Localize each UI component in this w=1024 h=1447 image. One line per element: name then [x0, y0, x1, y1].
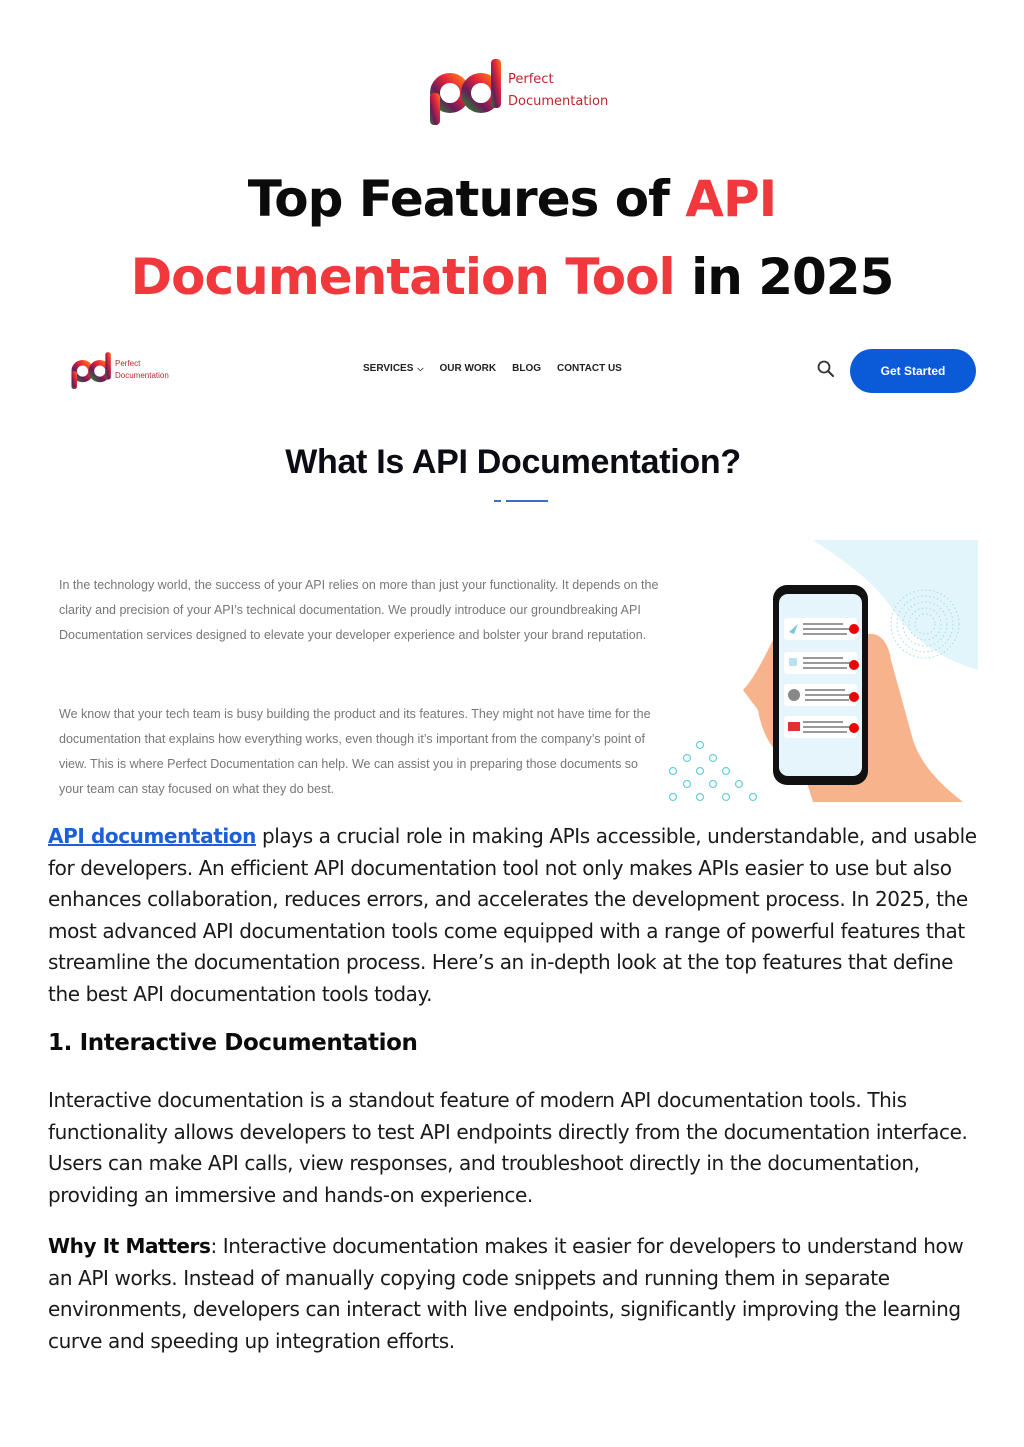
site-navbar	[48, 335, 978, 405]
title-highlight-tool: Documentation Tool	[130, 248, 675, 306]
site-logo-line2: Documentation	[115, 371, 169, 380]
nav-item-our-work[interactable]: OUR WORK	[439, 363, 497, 374]
why-it-matters-text: : Interactive documentation makes it easier for developers to understand how an API works. Instead of manually copying code snippets and running them in separate environments, developers can interact with live endpoints, significantly improving the learning curve and speeding up integration efforts.	[48, 1234, 964, 1353]
website-screenshot	[48, 335, 978, 803]
site-logo[interactable]	[70, 350, 169, 390]
title-part-4: in 2025	[674, 248, 894, 306]
pd-logo-icon	[428, 55, 506, 127]
nav-item-blog[interactable]: BLOG	[512, 363, 542, 374]
intro-paragraph-2: We know that your tech team is busy building the product and its features. They might not have time for the documentation that explains how everything works, even though it’s important from the company’s point of view. This is where Perfect Documentation can help. We can assist you in preparing those documents so your team can stay focused on what they do best.	[59, 707, 651, 796]
feature-number: 1.	[48, 1030, 80, 1056]
brand-logo	[428, 55, 618, 127]
nav-item-label: SERVICES	[363, 363, 414, 374]
feature-title: Interactive Documentation	[79, 1030, 418, 1056]
brand-name-line1: Perfect	[508, 72, 554, 87]
phone-notification-illustration	[663, 540, 978, 802]
search-icon[interactable]	[816, 359, 836, 379]
title-highlight-api: API	[685, 170, 777, 228]
document-title	[0, 160, 1024, 316]
intro-paragraph-1: In the technology world, the success of your API relies on more than just your functionality. It depends on the clarity and precision of your API’s technical documentation. We proudly introduce our groundbreaking API Documentation services designed to elevate your developer experience and bolster your brand reputation.	[59, 578, 659, 642]
why-it-matters-label: Why It Matters	[48, 1234, 211, 1258]
get-started-button[interactable]: Get Started	[850, 349, 976, 393]
intro-text: plays a crucial role in making APIs accessible, understandable, and usable for developers. An efficient API documentation tool not only makes APIs easier to use but also enhances collaboration, reduces errors, and accelerates the development process. In 2025, the most advanced API documentation tools come equipped with a range of powerful features that streamline the documentation process. Here’s an in-depth look at the top features that define the best API documentation tools today.	[48, 824, 977, 1006]
feature-heading	[48, 1030, 417, 1056]
intro-paragraph	[48, 821, 983, 1010]
section-heading: What Is API Documentation?	[285, 443, 741, 481]
nav-menu	[363, 363, 622, 374]
api-documentation-link[interactable]: API documentation	[48, 824, 256, 848]
chevron-down-icon: ⌵	[417, 363, 424, 373]
heading-underline	[506, 500, 548, 502]
feature-body: Interactive documentation is a standout feature of modern API documentation tools. This functionality allows developers to test API endpoints directly from the documentation interface. Users can make API calls, view responses, and troubleshoot directly in the documentation, providing an immersive and hands-on experience.	[48, 1088, 968, 1207]
nav-item-services[interactable]	[363, 363, 423, 374]
site-logo-line1: Perfect	[115, 359, 141, 368]
why-it-matters-paragraph	[48, 1231, 983, 1357]
pd-logo-icon	[70, 350, 114, 390]
brand-name-line2: Documentation	[508, 94, 609, 109]
title-part-1: Top Features of	[247, 170, 686, 228]
heading-underline-dot	[494, 500, 501, 502]
nav-item-contact-us[interactable]: CONTACT US	[557, 363, 622, 374]
